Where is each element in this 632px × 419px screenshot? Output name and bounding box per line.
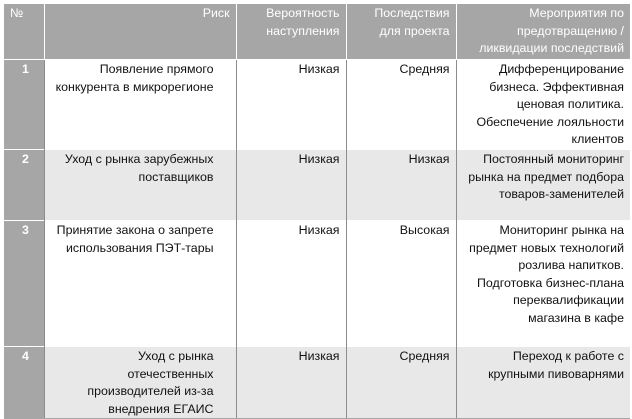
table-row	[4, 220, 630, 346]
table-row	[4, 60, 630, 150]
table-row	[4, 149, 630, 220]
consequences-cell: Средняя	[346, 60, 456, 150]
row-number: 3	[4, 220, 44, 346]
row-number: 1	[4, 60, 44, 150]
consequences-cell: Высокая	[346, 220, 456, 346]
header-number: №	[4, 4, 44, 60]
measures-cell: Дифференцирование бизнеса. Эффективная ценовая политика. Обеспечение лояльности клиентов	[456, 60, 630, 150]
measures-cell: Переход к работе с крупными пивоварнями	[456, 346, 630, 418]
risk-table	[4, 4, 630, 419]
risk-cell: Принятие закона о запрете использования ПЭТ-тары	[44, 220, 236, 346]
consequences-cell: Низкая	[346, 149, 456, 220]
probability-cell: Низкая	[236, 60, 346, 150]
probability-cell: Низкая	[236, 346, 346, 418]
probability-cell: Низкая	[236, 220, 346, 346]
header-consequences: Последствия для проекта	[346, 4, 456, 60]
header-probability: Вероятность наступления	[236, 4, 346, 60]
consequences-cell: Средняя	[346, 346, 456, 418]
measures-cell: Мониторинг рынка на предмет новых технологий розлива напитков. Подготовка бизнес-плана переквалификации магазина в кафе	[456, 220, 630, 346]
header-risk: Риск	[44, 4, 236, 60]
probability-cell: Низкая	[236, 149, 346, 220]
risk-cell: Уход с рынка зарубежных поставщиков	[44, 149, 236, 220]
row-number: 4	[4, 346, 44, 418]
risk-cell: Уход с рынка отечественных производителей из-за внедрения ЕГАИС	[44, 346, 236, 418]
measures-cell: Постоянный мониторинг рынка на предмет подбора товаров-заменителей	[456, 149, 630, 220]
row-number: 2	[4, 149, 44, 220]
header-measures: Мероприятия по предотвращению / ликвидации последствий	[456, 4, 630, 60]
table-header-row	[4, 4, 630, 60]
risk-cell: Появление прямого конкурента в микрорегионе	[44, 60, 236, 150]
